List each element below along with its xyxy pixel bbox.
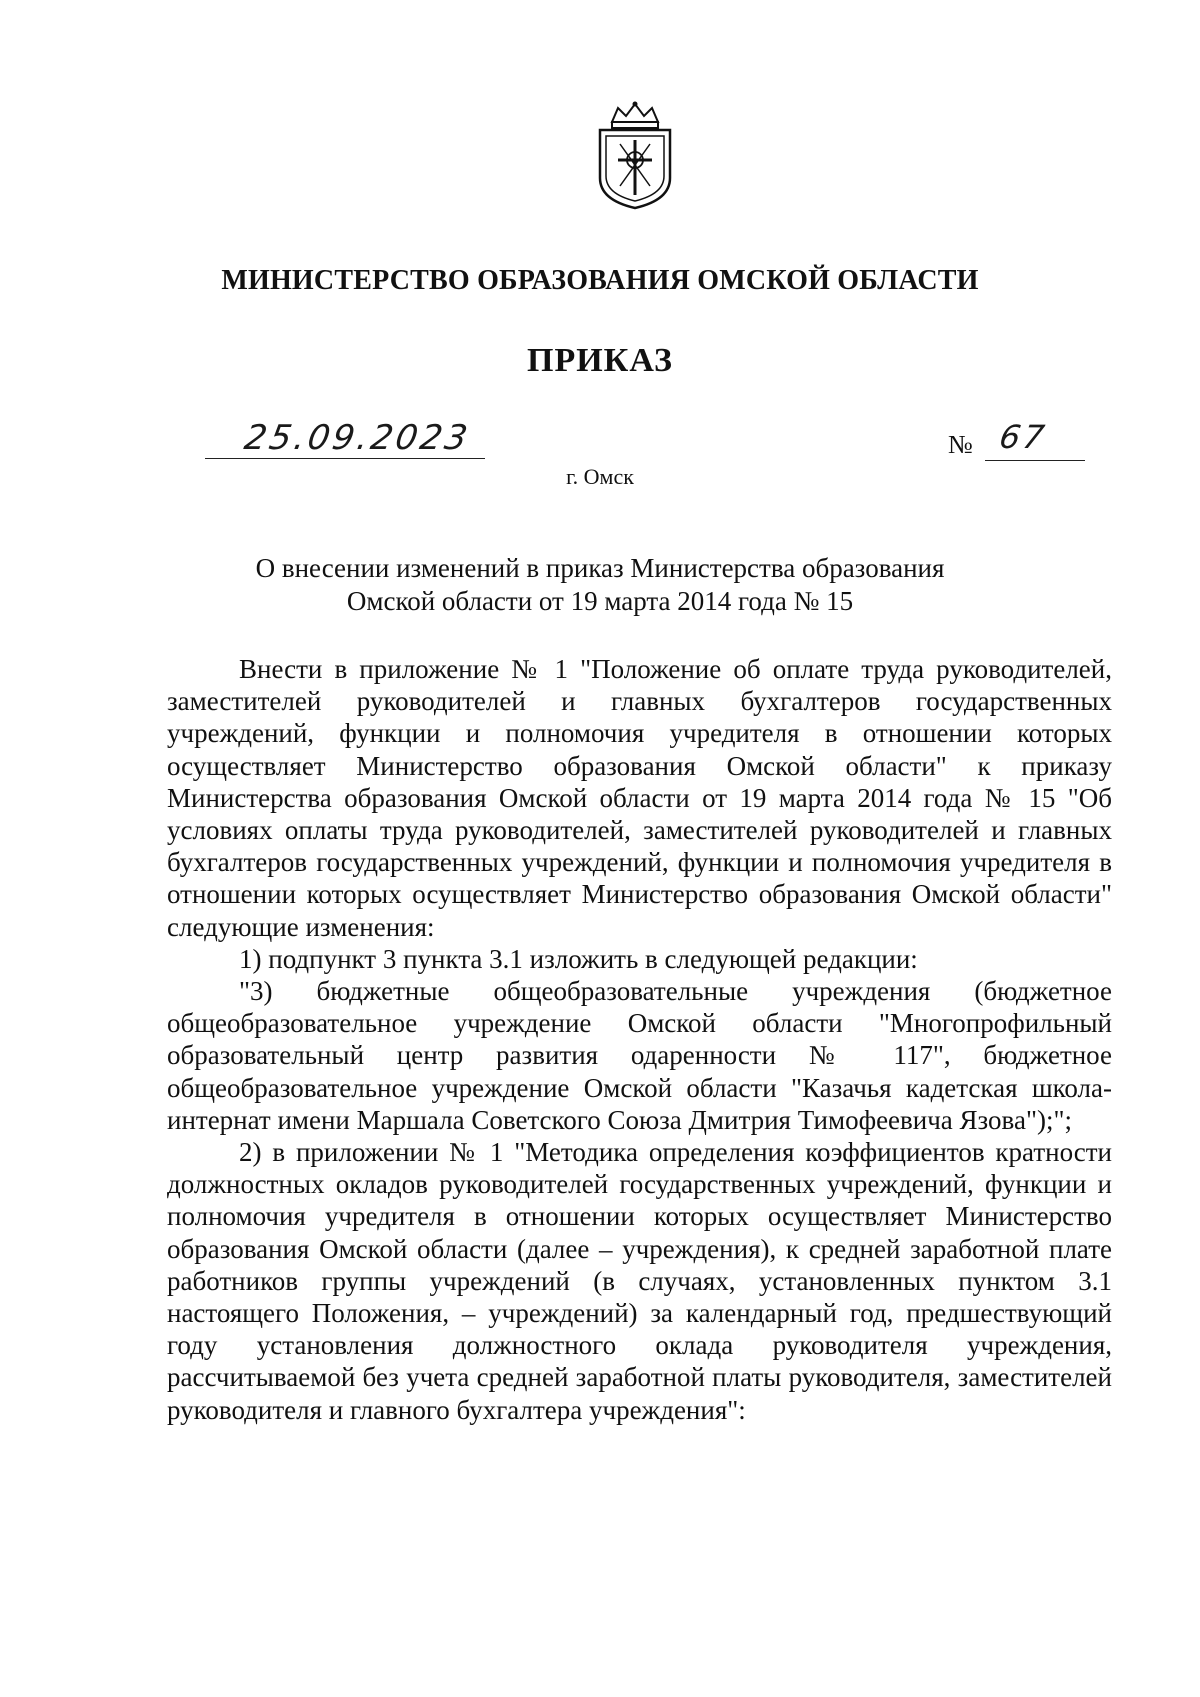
- handwritten-date: 25.09.2023: [241, 418, 474, 458]
- date-underline: [205, 458, 485, 459]
- body-paragraph-intro: Внести в приложение № 1 "Положение об оплате труда руководителей, заместителей руководителей и главных бухгалтеров государственных учреждений, функции и полномочия учредителя в отношении которых осуществляет Министерство образования Омской области" к приказу Министерства образования Омской области от 19 марта 2014 года № 15 "Об условиях оплаты труда руководителей, заместителей руководителей и главных бухгалтеров государственных учреждений, функции и полномочия учредителя в отношении которых осуществляет Министерство образования Омской области" следующие изменения:: [167, 654, 1112, 942]
- order-body: [167, 653, 1112, 1426]
- handwritten-order-number: 67: [996, 418, 1051, 456]
- body-item-1-text: "3) бюджетные общеобразовательные учреждения (бюджетное общеобразовательное учреждение Омской области "Многопрофильный образовательный центр развития одаренности № 117", бюджетное общеобразовательное учреждение Омской области "Казачья кадетская школа-интернат имени Маршала Советского Союза Дмитрия Тимофеевича Язова");";: [167, 976, 1112, 1135]
- order-subject: [0, 552, 1200, 618]
- city: г. Омск: [566, 464, 634, 489]
- order-number-label: №: [948, 430, 973, 459]
- body-item-2: 2) в приложении № 1 "Методика определения коэффициентов кратности должностных окладов руководителей государственных учреждений, функции и полномочия учредителя в отношении которых осуществляет Министерство образования Омской области (далее – учреждения), к средней заработной плате работников группы учреждений (в случаях, установленных пунктом 3.1 настоящего Положения, – учреждений) за календарный год, предшествующий году установления должностного оклада руководителя учреждения, рассчитываемой без учета средней заработной платы руководителя, заместителей руководителя и главного бухгалтера учреждения":: [167, 1137, 1112, 1425]
- subject-line-1: О внесении изменений в приказ Министерства образования: [255, 553, 945, 583]
- ministry-name: МИНИСТЕРСТВО ОБРАЗОВАНИЯ ОМСКОЙ ОБЛАСТИ: [221, 265, 979, 296]
- coat-of-arms-icon: [590, 100, 680, 210]
- subject-line-2: Омской области от 19 марта 2014 года № 15: [346, 586, 854, 616]
- body-item-1: 1) подпункт 3 пункта 3.1 изложить в следующей редакции:: [239, 943, 918, 974]
- number-underline: [985, 460, 1085, 461]
- document-type-title: ПРИКАЗ: [527, 342, 673, 379]
